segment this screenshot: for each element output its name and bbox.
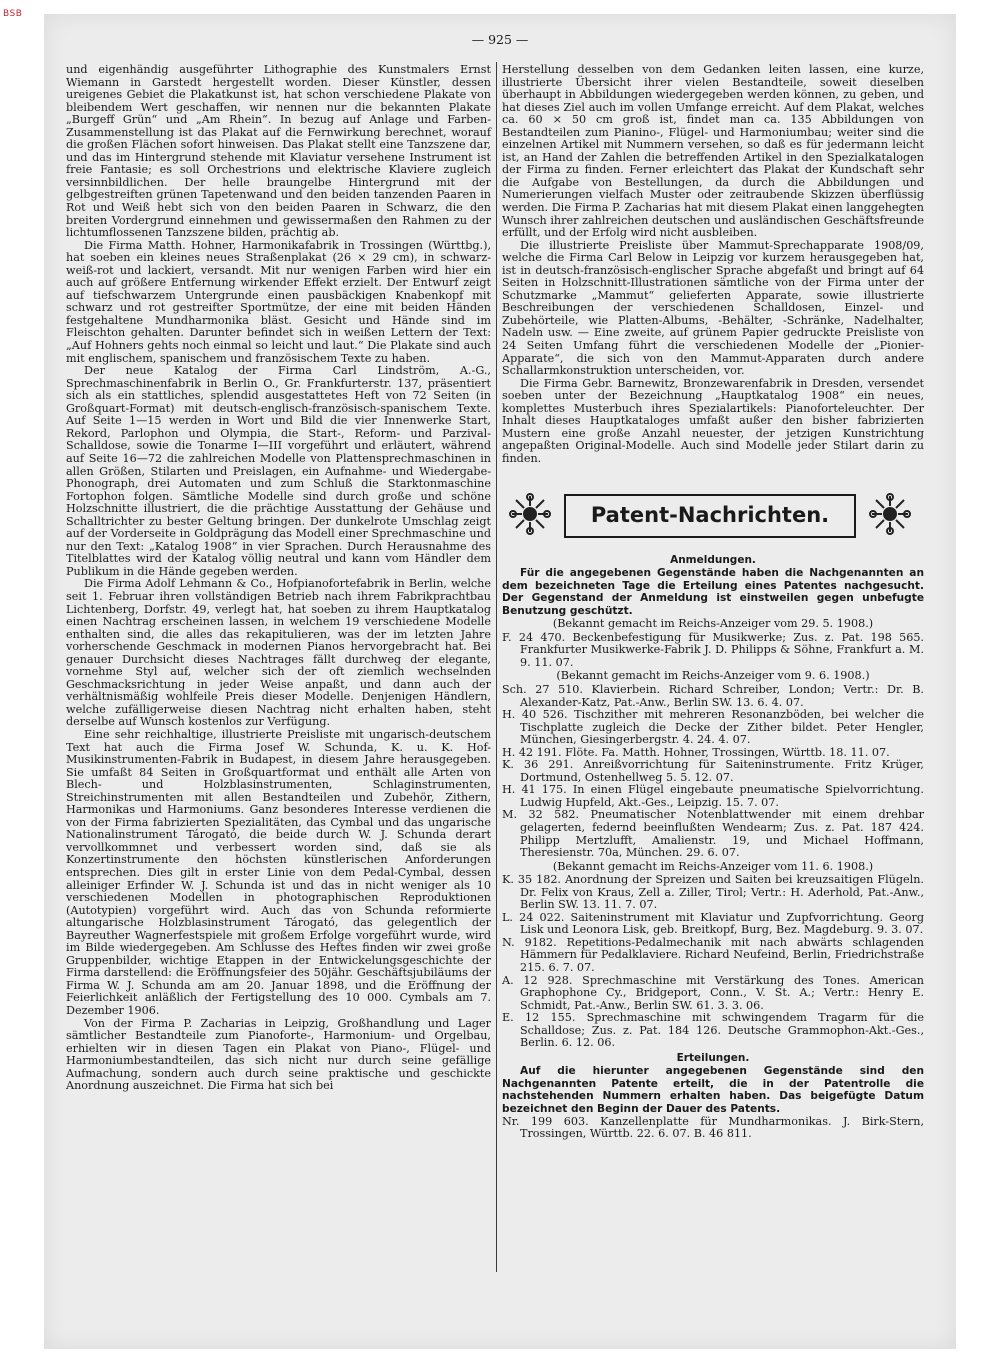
ornament-left-icon [508, 492, 552, 536]
patent-entry: L. 24 022. Saiteninstrument mit Klaviatur und Zupfvorrichtung. Georg Lisk und Leonora Lisk, geb. Breitkopf, Burg, Bez. Magdeburg. 9. 3. 07. [502, 910, 924, 937]
applications-intro: Für die angegebenen Gegenstände haben die Nachgenannten an dem bezeichneten Tage die Erteilung eines Patentes nachgesucht. Der Gegenstand der Anmeldung ist einstweilen gegen unbefugte Benutzung geschützt. [502, 567, 924, 617]
patent-entry: H. 40 526. Tischzither mit mehreren Resonanzböden, bei welcher die Tischplatte zugleich die Decke der Zither bildet. Peter Hengler, München, Giesingerbergstr. 4. 24. 4. 07. [502, 708, 924, 747]
patent-entry: Sch. 27 510. Klavierbein. Richard Schreiber, London; Vertr.: Dr. B. Alexander-Katz, Pat.-Anw., Berlin SW. 13. 6. 4. 07. [502, 682, 924, 709]
applications-heading: Anmeldungen. [670, 553, 756, 566]
patent-entry: K. 36 291. Anreißvorrichtung für Saiteninstrumente. Fritz Krüger, Dortmund, Ostenhellweg 5. 5. 12. 07. [502, 758, 924, 784]
patent-entry: F. 24 470. Beckenbefestigung für Musikwerke; Zus. z. Pat. 198 565. Frankfurter Musikwerke-Fabrik J. D. Philipps & Söhne, Frankfurt a. M. 9. 11. 07. [502, 630, 924, 669]
patent-entry: N. 9182. Repetitions-Pedalmechanik mit nach abwärts schlagenden Hämmern für Pedalklaviere. Richard Neufeind, Berlin, Friedrichstraße 215. 6. 7. 07. [502, 935, 924, 974]
paragraph: Die illustrierte Preisliste über Mammut-Sprechapparate 1908/09, welche die Firma Carl Below in Leipzig vor kurzem herausgegeben hat, ist in deutsch-französisch-englischer Sprache abgefaßt und bringt auf 64 Seiten in Holzschnitt-Illustrationen sämtliche von der Firma unter der Schutzmarke „Mammut“ gelieferten Apparate, sowie illustrierte Beschreibungen der verschiedenen Schalldosen, Einzel- und Zubehörteile, wie Platten-Albums, -Behälter, -Schränke, Nadelhalter, Nadeln usw. — Eine zweite, auf grünem Papier gedruckte Preisliste von 24 Seiten Umfang führt die verschiedenen Modelle der „Pionier-Apparate“, die sich von den Mammut-Apparaten durch andere Schallarmkonstruktion unterscheiden, vor. [502, 238, 924, 378]
paragraph: Die Firma Adolf Lehmann & Co., Hofpianofortefabrik in Berlin, welche seit 1. Februar ihren vollständigen Betrieb nach ihrem Fabrikprachtbau Lichtenberg, Dorfstr. 49, verlegt hat, hat soeben zu ihrem Hauptkatalog einen Nachtrag erscheinen lassen, in welchem 19 verschiedene Modelle enthalten sind, die alles das rekapitulieren, was der im letzten Jahre vorherschende Geschmack in modernen Pianos hervorgebracht hat. Bei genauer Durchsicht dieses Nachtrages fällt durchweg der elegante, vornehme Styl auf, welcher sich der oft ziemlich wechselnden Geschmacksrichtung in jeder Weise anpaßt, und dann auch der verhältnismäßig wohlfeile Preis dieser Modelle. Denjenigen Händlern, welche zufälligerweise diesen Nachtrag nicht erhalten haben, steht derselbe auf Wunsch kostenlos zur Verfügung. [66, 577, 491, 729]
announcement-line: (Bekannt gemacht im Reichs-Anzeiger vom 11. 6. 1908.) [552, 859, 874, 873]
patent-entry: E. 12 155. Sprechmaschine mit schwingendem Tragarm für die Schalldose; Zus. z. Pat. 184 126. Deutsche Grammophon-Akt.-Ges., Berlin. 6. 12. 06. [502, 1011, 924, 1050]
patent-entry: H. 41 175. In einen Flügel eingebaute pneumatische Spielvorrichtung. Ludwig Hupfeld, Akt.-Ges., Leipzig. 15. 7. 07. [502, 783, 924, 809]
paragraph: Die Firma Gebr. Barnewitz, Bronzewarenfabrik in Dresden, versendet soeben unter der Bezeichnung „Hauptkatalog 1908“ ein neues, komplettes Musterbuch ihres Spezialartikels: Pianoforteleuchter. Der Inhalt dieses Hauptkataloges umfaßt außer den bisher fabrizierten Mustern eine große Anzahl neuester, der jetzigen Kunstrichtung angepaßten Original-Modelle. Auch sind Modelle jeder Stilart darin zu finden. [502, 376, 924, 465]
page-number: — 925 — [471, 32, 529, 47]
paragraph: Die Firma Matth. Hohner, Harmonikafabrik in Trossingen (Württbg.), hat soeben ein kleines neues Straßenplakat (26 × 29 cm), in schwarz-weiß-rot und lackiert, versandt. Mit nur wenigen Farben wird hier ein auch auf größere Entfernung wirkender Effekt erzielt. Der Entwurf zeigt auf tiefschwarzem Untergrunde einen pausbäckigen Knabenkopf mit schwarz und rot gestreifter Sportmütze, der eine mit beiden Händen festgehaltene Mundharmonika bläst. Gesicht und Hände sind im Fleischton gehalten. Darunter befindet sich in weißen Lettern der Text: „Auf Hohners gehts noch einmal so leicht und laut.“ Die Plakate sind auch mit englischem, spanischem und französischem Texte zu haben. [66, 238, 491, 365]
paragraph: Eine sehr reichhaltige, illustrierte Preisliste mit ungarisch-deutschem Text hat auch die Firma Josef W. Schunda, K. u. K. Hof-Musikinstrumenten-Fabrik in Budapest, in diesem Jahre herausgegeben. Sie umfaßt 84 Seiten in Großquartformat und enthält alle Arten von Blech- und Holzblasinstrumenten, Schlaginstrumenten, Streichinstrumenten mit allen Bestandteilen und Zubehör, Zithern, Harmonikas und Harmoniums. Ganz besonderes Interesse verdienen die von der Firma fabrizierten Spezialitäten, das Cymbal und das ungarische Nationalinstrument Tárogató, die beide durch W. J. Schunda derart vervollkommnet und verbessert worden sind, daß sie als Konzertinstrumente den höchsten künstlerischen Anforderungen entsprechen. Dies gilt in erster Linie von dem Pedal-Cymbal, dessen alleiniger Erfinder W. J. Schunda ist und das in nicht weniger als 10 verschiedenen Modellen in photographischen Reproduktionen (Autotypien) vorgeführt wird. Auch das von Schunda reformierte altungarische Holzblasinstrument Tárogató, das gelegentlich der Bayreuther Wagnerfestspiele mit großem Erfolge vorgeführt wurde, wird im Bilde wiedergegeben. Am Schlusse des Heftes finden wir zwei große Gruppenbilder, wichtige Etappen in der Entwickelungsgeschichte der Firma darstellend: die Eröffnungsfeier des 50jähr. Geschäftsjubiläums der Firma W. J. Schunda am am 20. Januar 1898, und die Eröffnung der Feierlichkeit anläßlich der Fertigstellung des 10 000. Cymbals am 7. Dezember 1906. [66, 727, 491, 1018]
column-divider [496, 62, 497, 1272]
patent-entry: A. 12 928. Sprechmaschine mit Verstärkung des Tones. American Graphophone Cy., Bridgeport, Conn., V. St. A.; Vertr.: Henry E. Schmidt, Pat.-Anw., Berlin SW. 61. 3. 3. 06. [502, 973, 924, 1012]
paragraph: Der neue Katalog der Firma Carl Lindström, A.-G., Sprechmaschinenfabrik in Berlin O., Gr. Frankfurterstr. 137, präsentiert sich als ein stattliches, splendid ausgestattetes Heft von 72 Seiten (in Großquart-Format) mit deutsch-englisch-französisch-spanischem Texte. Auf Seite 1—15 werden in Wort und Bild die vier Innenwerke Start, Rekord, Parlophon und Olympia, die Start-, Reform- und Parzival-Schalldose, sowie die Tonarme I—III vorgeführt und erläutert, während auf Seite 16—72 die zahlreichen Modelle von Plattensprechmaschinen in allen Größen, Stilarten und Preislagen, ein Aufnahme- und Wiedergabe-Phonograph, drei Automaten und zum Schluß die Starktonmaschine Fortophon folgen. Sämtliche Modelle sind durch große und schöne Holzschnitte illustriert, die die prächtige Ausstattung der Gehäuse und Schalltrichter zu bester Geltung bringen. Der dunkelrote Umschlag zeigt auf der Vorderseite in Goldprägung das Modell einer Sprechmaschine und nur den Text: „Katalog 1908“ in vier Sprachen. Durch Herausnahme des Titelblattes wird der Katalog völlig neutral und kann vom Händler dem Publikum in die Hände gegeben werden. [66, 364, 491, 578]
library-stamp: BSB [3, 9, 23, 19]
announcement-line: (Bekannt gemacht im Reichs-Anzeiger vom 9. 6. 1908.) [556, 669, 870, 683]
paragraph: Von der Firma P. Zacharias in Leipzig, Großhandlung und Lager sämtlicher Bestandteile zum Pianoforte-, Harmonium- und Orgelbau, erhielten wir in diesen Tagen ein Plakat von Piano-, Flügel- und Harmoniumbestandteilen, das sich nicht nur durch seine gefällige Aufmachung, sondern auch durch seine praktische und geschickte Anordnung auszeichnet. Die Firma hat sich bei [66, 1016, 491, 1093]
patent-entry: K. 35 182. Anordnung der Spreizen und Saiten bei kreuzsaitigen Flügeln. Dr. Felix von Kraus, Zell a. Ziller, Tirol; Vertr.: H. Aderhold, Pat.-Anw., Berlin SW. 13. 11. 7. 07. [502, 873, 924, 912]
paragraph: Herstellung desselben von dem Gedanken leiten lassen, eine kurze, illustrierte Übersicht ihrer vielen Bestandteile, soweit dieselben überhaupt in Abbildungen wiedergegeben werden können, zu geben, und hat dieses Ziel auch im vollen Umfange erreicht. Auf dem Plakat, welches ca. 60 × 50 cm groß ist, findet man ca. 135 Abbildungen von Bestandteilen zum Pianino-, Flügel- und Harmoniumbau; weiter sind die einzelnen Artikel mit Nummern versehen, so daß es für jedermann leicht ist, an Hand der Zahlen die betreffenden Artikel in den Spezialkatalogen der Firma zu finden. Ferner erleichtert das Plakat der Kundschaft sehr die Aufgabe von Bestellungen, da durch die Abbildungen und Numerierungen vielfach Muster oder zeitraubende Skizzen überflüssig werden. Die Firma P. Zacharias hat mit diesem Plakat einen langgehegten Wunsch ihrer zahlreichen deutschen und ausländischen Geschäftsfreunde erfüllt, und der Erfolg wird nicht ausbleiben. [502, 63, 924, 240]
patent-entry: M. 32 582. Pneumatischer Notenblattwender mit einem drehbar gelagerten, federnd beeinflußten Wendearm; Zus. z. Pat. 187 424. Philipp Mertzlufft, Amalienstr. 19, und Michael Hoffmann, Theresienstr. 70a, München. 29. 6. 07. [502, 808, 924, 860]
grants-heading: Erteilungen. [676, 1051, 750, 1064]
left-column [66, 64, 491, 1093]
patent-grant: Nr. 199 603. Kanzellenplatte für Mundharmonikas. J. Birk-Stern, Trossingen, Württb. 22. 6. 07. B. 46 811. [502, 1114, 924, 1141]
announcement-line: (Bekannt gemacht im Reichs-Anzeiger vom 29. 5. 1908.) [552, 617, 874, 631]
patent-banner [508, 490, 912, 540]
patent-entry: H. 42 191. Flöte. Fa. Matth. Hohner, Trossingen, Württb. 18. 11. 07. [502, 745, 890, 759]
patent-section-title: Patent-Nachrichten. [564, 494, 856, 538]
paragraph: und eigenhändig ausgeführter Lithographie des Kunstmalers Ernst Wiemann in Garstedt hergestellt worden. Dieser Künstler, dessen ureigenes Gebiet die Plakatkunst ist, hat schon verschiedene Plakate von bleibendem Wert geschaffen, wir nennen nur die bekannten Plakate „Burgeff Grün“ und „Am Rhein“. In bezug auf Anlage und Farben-Zusammenstellung ist das Plakat auf die Fernwirkung berechnet, worauf die großen Flächen sofort hinweisen. Das Plakat stellt eine Tanzszene dar, und das im Hintergrund stehende mit Klaviatur versehene Instrument ist freie Fantasie; es soll Orchestrions und elektrische Klaviere zugleich versinnbildlichen. Der helle braungelbe Hintergrund mit der gelbgestreiften grünen Tapetenwand und den beiden tanzenden Paaren in Rot und Weiß hebt sich von den beiden Paaren in Schwarz, die den breiten Vordergrund einnehmen und gewissermaßen den Rahmen zu der lichtumflossenen Tanzszene bilden, prächtig ab. [66, 63, 491, 240]
ornament-right-icon [868, 492, 912, 536]
grants-intro: Auf die hierunter angegebenen Gegenstände sind den Nachgenannten Patente erteilt, die in der Patentrolle die nachstehenden Nummern erhalten haben. Das beigefügte Datum bezeichnet den Beginn der Dauer des Patents. [502, 1065, 924, 1116]
right-column [502, 64, 924, 1141]
